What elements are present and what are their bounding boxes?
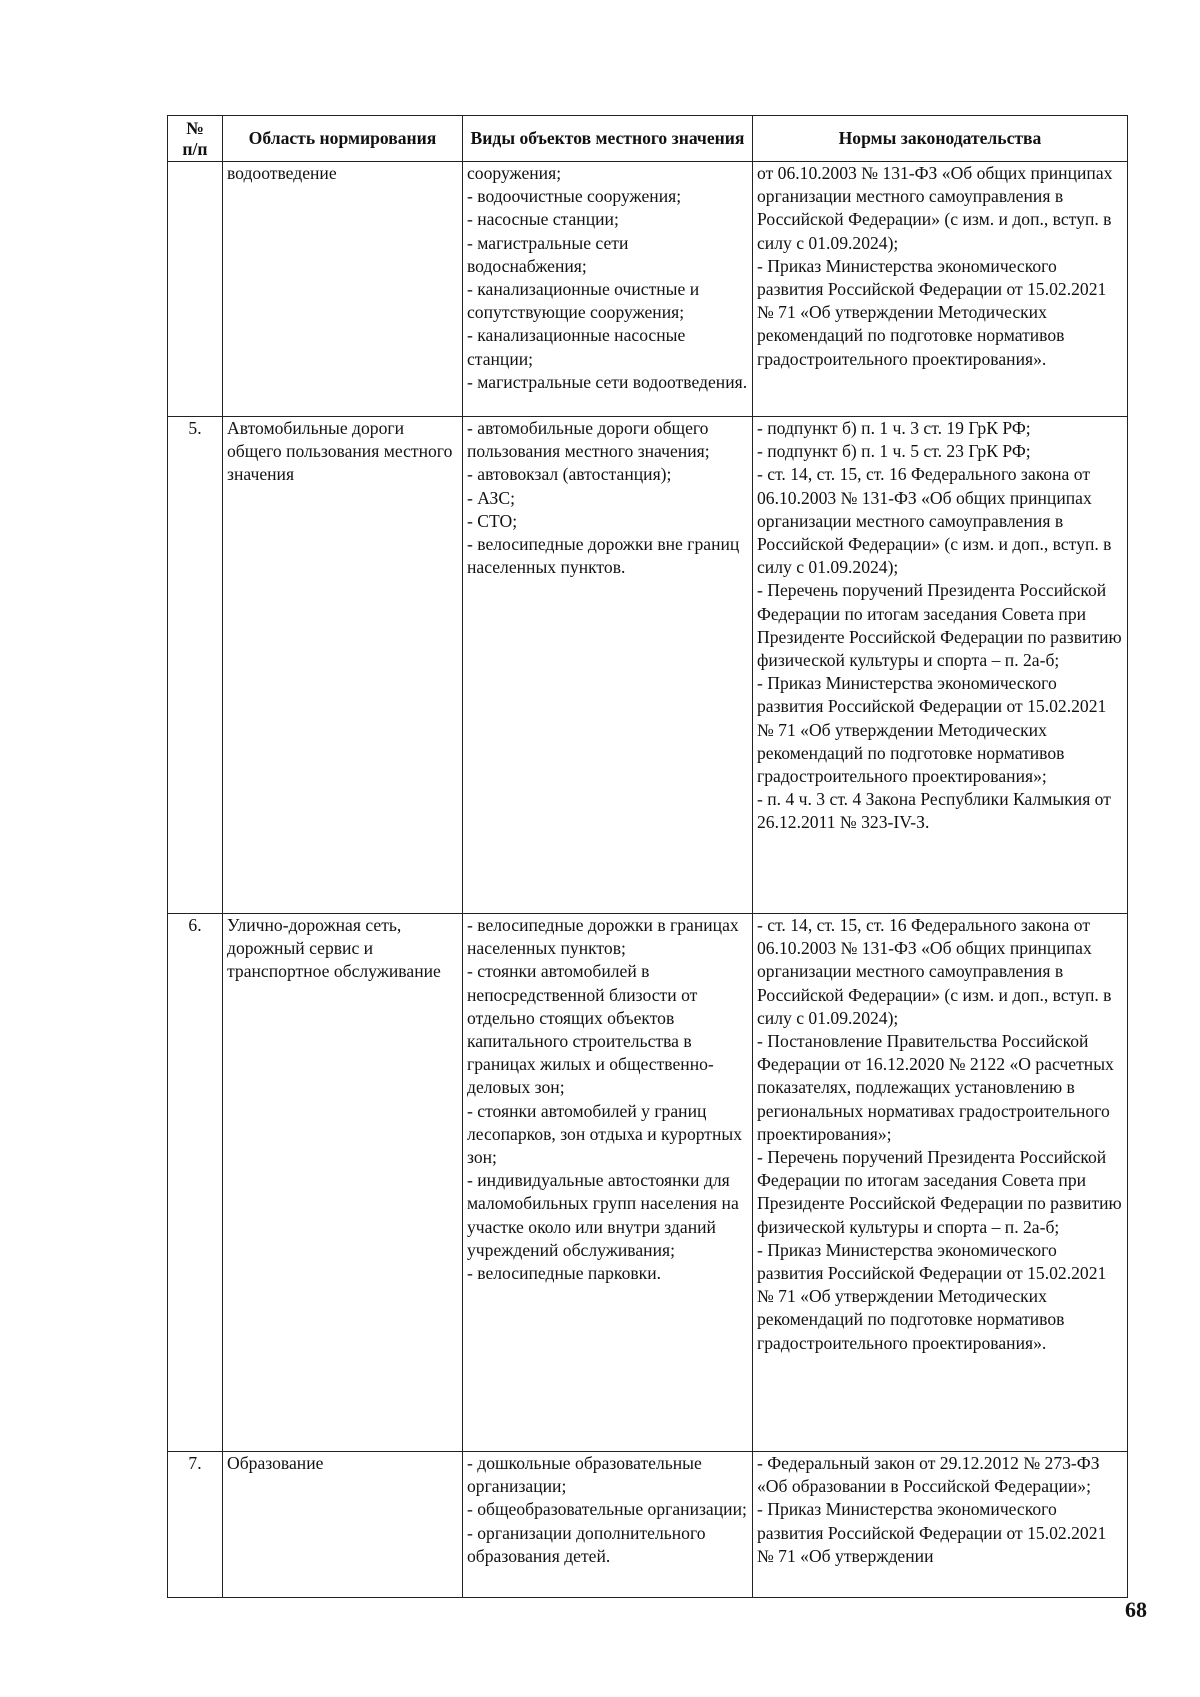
table-header-row [168, 116, 1128, 162]
row-area: Образование [223, 1452, 463, 1598]
row-objects: - автомобильные дороги общего пользования местного значения; - автовокзал (автостанция); - АЗС; - СТО; - велосипедные дорожки вне границ населенных пунктов. [463, 417, 753, 914]
row-objects: сооружения; - водоочистные сооружения; - насосные станции; - магистральные сети водоснабжения; - канализационные очистные и сопутствующие сооружения; - канализационные насосные станции; - магистральные сети водоотведения. [463, 162, 753, 417]
row-norms: от 06.10.2003 № 131-ФЗ «Об общих принципах организации местного самоуправления в Российской Федерации» (с изм. и доп., вступ. в силу с 01.09.2024); - Приказ Министерства экономического развития Российской Федерации от 15.02.2021 № 71 «Об утверждении Методических рекомендаций по подготовке нормативов градостроительного проектирования». [753, 162, 1128, 417]
header-number: № п/п [168, 116, 223, 162]
row-area: Автомобильные дороги общего пользования местного значения [223, 417, 463, 914]
table-row [168, 914, 1128, 1452]
row-norms: - Федеральный закон от 29.12.2012 № 273-ФЗ «Об образовании в Российской Федерации»; - Приказ Министерства экономического развития Российской Федерации от 15.02.2021 № 71 «Об утверждении [753, 1452, 1128, 1598]
table-row [168, 162, 1128, 417]
header-norms: Нормы законодательства [753, 116, 1128, 162]
page-number: 68 [1125, 1597, 1147, 1622]
row-number: 7. [168, 1452, 223, 1598]
row-number: 6. [168, 914, 223, 1452]
row-area: водоотведение [223, 162, 463, 417]
table-row [168, 417, 1128, 914]
row-norms: - подпункт б) п. 1 ч. 3 ст. 19 ГрК РФ; - подпункт б) п. 1 ч. 5 ст. 23 ГрК РФ; - ст. 14, ст. 15, ст. 16 Федерального закона от 06.10.2003 № 131-ФЗ «Об общих принципах организации местного самоуправления в Российской Федерации» (с изм. и доп., вступ. в силу с 01.09.2024); - Перечень поручений Президента Российской Федерации по итогам заседания Совета при Президенте Российской Федерации по развитию физической культуры и спорта – п. 2а-б; - Приказ Министерства экономического развития Российской Федерации от 15.02.2021 № 71 «Об утверждении Методических рекомендаций по подготовке нормативов градостроительного проектирования»; - п. 4 ч. 3 ст. 4 Закона Республики Калмыкия от 26.12.2011 № 323-IV-З. [753, 417, 1128, 914]
header-area: Область нормирования [223, 116, 463, 162]
table-row [168, 1452, 1128, 1598]
row-area: Улично-дорожная сеть, дорожный сервис и транспортное обслуживание [223, 914, 463, 1452]
header-objects: Виды объектов местного значения [463, 116, 753, 162]
row-norms: - ст. 14, ст. 15, ст. 16 Федерального закона от 06.10.2003 № 131-ФЗ «Об общих принципах организации местного самоуправления в Российской Федерации» (с изм. и доп., вступ. в силу с 01.09.2024); - Постановление Правительства Российской Федерации от 16.12.2020 № 2122 «О расчетных показателях, подлежащих установлению в региональных нормативах градостроительного проектирования»; - Перечень поручений Президента Российской Федерации по итогам заседания Совета при Президенте Российской Федерации по развитию физической культуры и спорта – п. 2а-б; - Приказ Министерства экономического развития Российской Федерации от 15.02.2021 № 71 «Об утверждении Методических рекомендаций по подготовке нормативов градостроительного проектирования». [753, 914, 1128, 1452]
regulations-table [167, 115, 1128, 1598]
row-objects: - дошкольные образовательные организации; - общеобразовательные организации; - организации дополнительного образования детей. [463, 1452, 753, 1598]
row-number: 5. [168, 417, 223, 914]
row-objects: - велосипедные дорожки в границах населенных пунктов; - стоянки автомобилей в непосредственной близости от отдельно стоящих объектов капитального строительства в границах жилых и общественно-деловых зон; - стоянки автомобилей у границ лесопарков, зон отдыха и курортных зон; - индивидуальные автостоянки для маломобильных групп населения на участке около или внутри зданий учреждений обслуживания; - велосипедные парковки. [463, 914, 753, 1452]
row-number [168, 162, 223, 417]
